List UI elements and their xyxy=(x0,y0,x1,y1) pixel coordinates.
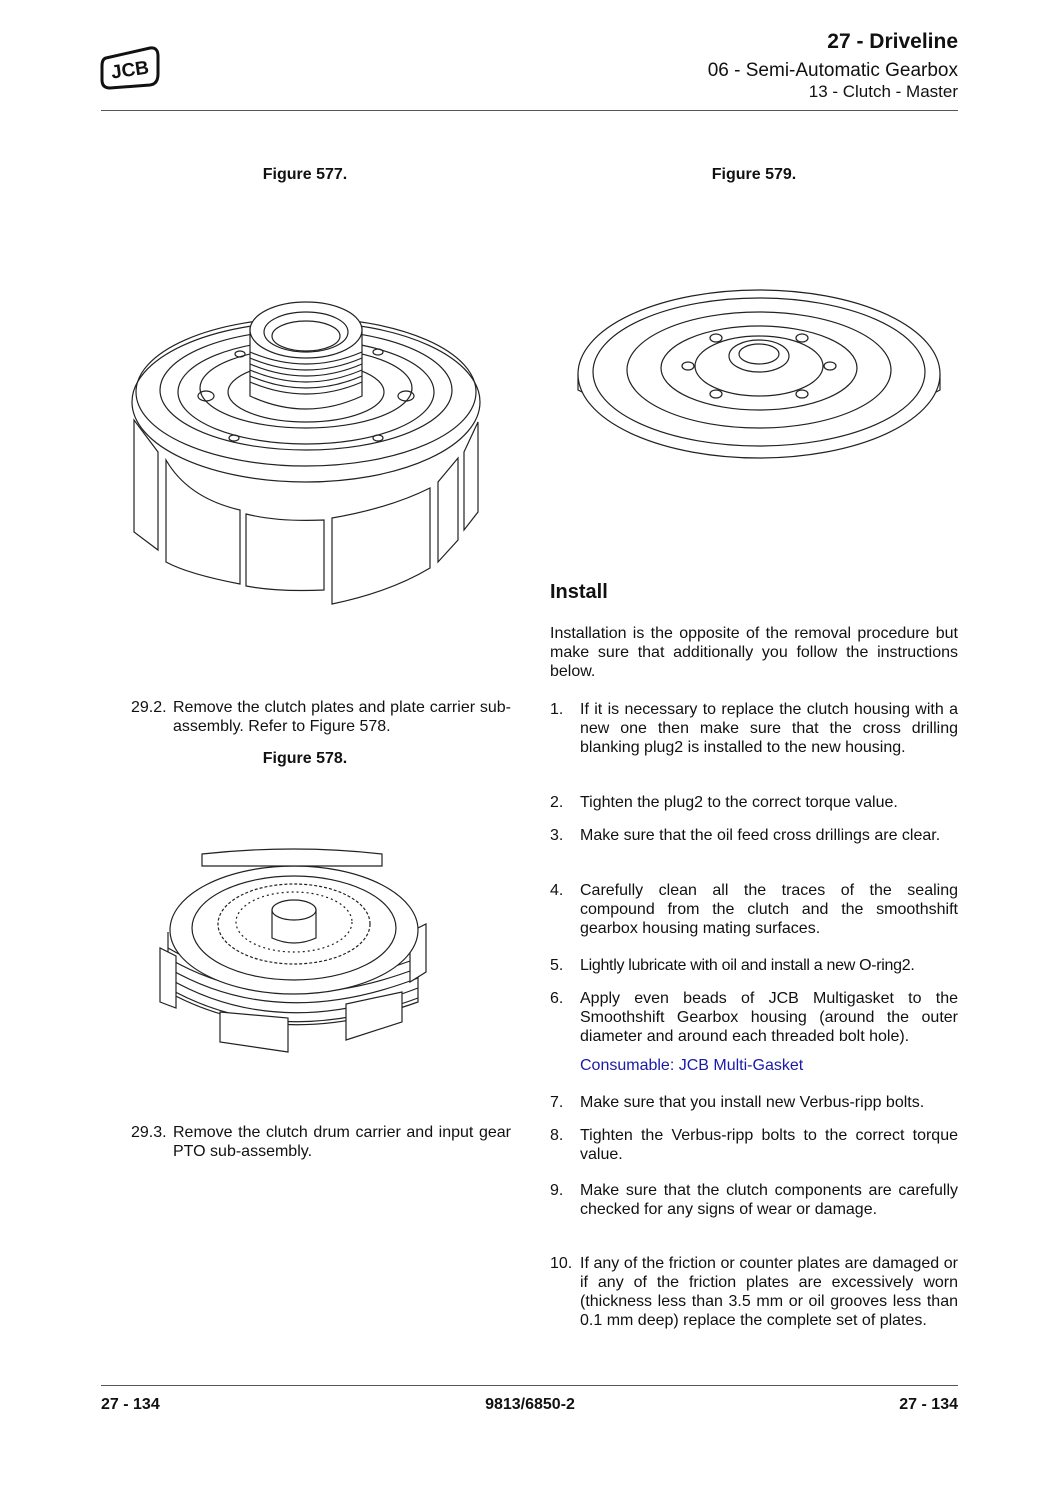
figure-579-caption: Figure 579. xyxy=(711,166,797,183)
step-number: 6. xyxy=(550,990,564,1007)
section-title: 27 - Driveline xyxy=(827,30,958,53)
step-text: Tighten the plug2 to the correct torque value. xyxy=(580,794,898,811)
step-number: 1. xyxy=(550,701,564,718)
install-step-4 xyxy=(550,881,958,939)
step-number: 29.2. xyxy=(131,699,167,716)
footer-page-left: 27 - 134 xyxy=(101,1396,160,1413)
step-text: If it is necessary to replace the clutch housing with a new one then make sure that the cross drilling blanking plug2 is installed to the new housing. xyxy=(580,701,958,756)
install-heading: Install xyxy=(550,581,608,603)
figure-578-clutch-plates xyxy=(158,852,434,1062)
install-step-8 xyxy=(550,1126,958,1166)
figure-577-caption: Figure 577. xyxy=(262,166,348,183)
install-step-2 xyxy=(550,793,958,813)
step-number: 4. xyxy=(550,882,564,899)
figure-578-caption: Figure 578. xyxy=(262,750,348,767)
step-29-2 xyxy=(131,698,511,738)
install-step-3 xyxy=(550,826,958,866)
consumable-link[interactable]: Consumable: JCB Multi-Gasket xyxy=(580,1057,804,1074)
figure-577-clutch-housing xyxy=(128,292,488,608)
step-number: 29.3. xyxy=(131,1124,167,1141)
install-step-6 xyxy=(550,989,958,1047)
install-step-9 xyxy=(550,1181,958,1239)
step-number: 9. xyxy=(550,1182,564,1199)
install-step-10 xyxy=(550,1254,958,1352)
step-number: 2. xyxy=(550,794,564,811)
header-rule xyxy=(101,110,958,111)
step-text: Apply even beads of JCB Multigasket to the Smoothshift Gearbox housing (around the outer diameter and around each threaded bolt hole). xyxy=(580,990,958,1045)
step-text: Remove the clutch drum carrier and input gear PTO sub-assembly. xyxy=(173,1124,511,1160)
step-29-3 xyxy=(131,1123,511,1163)
install-step-1 xyxy=(550,700,958,778)
figure-579-clutch-disc xyxy=(576,290,942,462)
step-text: Tighten the Verbus-ripp bolts to the correct torque value. xyxy=(580,1127,958,1163)
subsection-title: 13 - Clutch - Master xyxy=(808,82,958,101)
step-text: If any of the friction or counter plates are damaged or if any of the friction plates are excessively worn (thickness less than 3.5 mm or oil grooves less than 0.1 mm deep) replace the complete set of plates. xyxy=(580,1255,958,1329)
step-text: Carefully clean all the traces of the sealing compound from the clutch and the smoothshift gearbox housing mating surfaces. xyxy=(580,882,958,937)
footer-page-right: 27 - 134 xyxy=(899,1396,958,1413)
footer-doc-number: 9813/6850-2 xyxy=(485,1396,575,1413)
install-step-7 xyxy=(550,1093,958,1113)
section-subtitle: 06 - Semi-Automatic Gearbox xyxy=(707,60,958,81)
footer-rule xyxy=(101,1385,958,1386)
step-number: 8. xyxy=(550,1127,564,1144)
step-text: Remove the clutch plates and plate carrier sub-assembly. Refer to Figure 578. xyxy=(173,699,511,735)
step-text: Make sure that the clutch components are carefully checked for any signs of wear or damage. xyxy=(580,1182,958,1218)
logo-text: JCB xyxy=(109,57,151,84)
step-number: 10. xyxy=(550,1255,573,1272)
install-intro: Installation is the opposite of the removal procedure but make sure that additionally you follow the instructions below. xyxy=(550,625,958,680)
step-number: 7. xyxy=(550,1094,564,1111)
jcb-logo xyxy=(100,44,160,90)
install-step-5 xyxy=(550,956,958,976)
step-text: Lightly lubricate with oil and install a new O-ring2. xyxy=(580,957,915,974)
step-number: 3. xyxy=(550,827,564,844)
step-text: Make sure that the oil feed cross drillings are clear. xyxy=(580,827,941,844)
step-number: 5. xyxy=(550,957,564,974)
step-text: Make sure that you install new Verbus-ripp bolts. xyxy=(580,1094,925,1111)
